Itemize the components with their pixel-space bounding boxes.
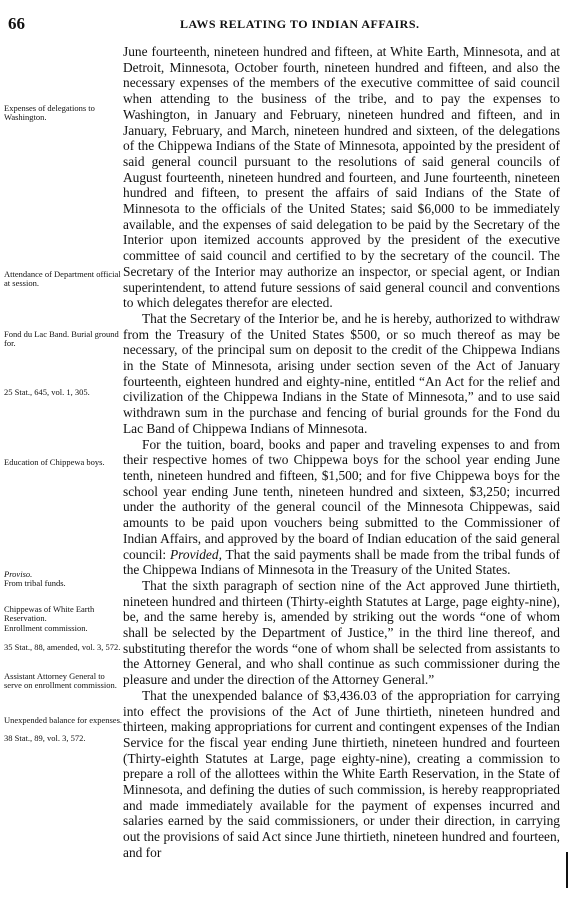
margin-note-white-earth: Chippewas of White Earth Reservation. — [4, 604, 95, 624]
margin-rule — [566, 852, 568, 888]
page-number: 66 — [8, 14, 25, 33]
paragraph-amendment: That the sixth paragraph of section nine of the Act approved June thirtieth, nineteen hundred and thirteen (Thirty-eighth Statutes at Large, page eighty-nine), be, and the same hereby is, amended by striking out the words “one of whom shall be selected by the Department of Justice,” in the third line thereof, and substituting therefor the words “one of whom shall be selected from assistants to the Attorney General, and who shall continue as such commissioner during the pleasure and under the direction of the Attorney General.” — [123, 577, 560, 688]
body-text — [123, 44, 560, 884]
paragraph-education — [123, 437, 560, 578]
margin-note-proviso: Proviso. — [4, 569, 33, 579]
margin-note-expenses-delegations: Expenses of delegations to Washington. — [4, 103, 95, 123]
margin-note-fond-du-lac: Fond du Lac Band. Burial ground for. — [4, 329, 119, 349]
education-text: For the tuition, board, books and paper and traveling expenses to and from their respective homes of two Chippewa boys for the school year ending June tenth, nineteen hundred and fifteen, $1,500; and for five Chippewa boys for the school year ending June tenth, nineteen hundred and sixteen, $3,250; incurred under the authority of the general council of the Minnesota Chippewas, said amounts to be paid upon vouchers being submitted to the Commissioner of Indian Affairs, and approved by the board of Indian education of the said general council: — [123, 436, 560, 562]
paragraph-fond-du-lac: That the Secretary of the Interior be, and he is hereby, authorized to withdraw from the Treasury of the United States $500, or so much thereof as may be necessary, of the principal sum on deposit to the credit of the Chippewa Indians in the State of Minnesota, arising under section seven of the Act of January fourteenth, eighteen hundred and eighty-nine, entitled “An Act for the relief and civilization of the Chippewa Indians in the State of Minnesota,” and to use said withdrawn sum in the purchase and fencing of burial grounds for the Fond du Lac Band of Chippewa Indians of Minnesota. — [123, 310, 560, 436]
margin-note-enrollment: Enrollment commission. — [4, 623, 88, 633]
margin-note-tribal-funds: From tribal funds. — [4, 578, 66, 588]
proviso-text: That the said payments shall be made from the tribal funds of the Chippewa Indians of Minnesota in the Treasury of the United States. — [123, 546, 560, 578]
margin-note-attendance: Attendance of Department official at session. — [4, 269, 121, 289]
margin-note-education: Education of Chippewa boys. — [4, 457, 105, 467]
margin-note-unexpended: Unexpended balance for expenses. — [4, 715, 123, 725]
paragraph-delegation-expenses: June fourteenth, nineteen hundred and fifteen, at White Earth, Minnesota, and at Detroit, Minnesota, October fourth, nineteen hundred and fifteen, and also the necessary expenses of the members of the executive committee of said council when attending to the business of the tribe, and to pay the expenses to Washington, in January and February, nineteen hundred and fifteen, and in January, February, and March, nineteen hundred and sixteen, of the delegations of the Chippewa Indians of the State of Minnesota, appointed by the president of said general council pursuant to the resolutions of said general councils of August fourteenth, nineteen hundred and fourteen, and June fourteenth, nineteen hundred and fifteen, to present the affairs of said Indians of the State of Minnesota to the officials of the United States; said $6,000 to be immediately available, and the expenses of said delegation to be paid by the Secretary of the Interior upon itemized accounts approved by the president of the executive committee of said council and certified to by the secretary of the council. The Secretary of the Interior may authorize an inspector, or special agent, or Indian superintendent, to attend future sessions of said general council and conventions to which delegates therefor are elected. — [123, 44, 560, 311]
running-head: LAWS RELATING TO INDIAN AFFAIRS. — [180, 17, 420, 31]
margin-note-citation-25: 25 Stat., 645, vol. 1, 305. — [4, 387, 90, 397]
proviso-word: Provided, — [169, 546, 222, 562]
paragraph-unexpended-balance: That the unexpended balance of $3,436.03 of the appropriation for carrying into effect the provisions of the Act of June thirtieth, nineteen hundred and thirteen, making appropriations for current and contingent expenses of the Indian Service for the fiscal year ending June thirtieth, nineteen hundred and fourteen (Thirty-eighth Statutes at Large, page eighty-nine), creating a commission to prepare a roll of the allottees within the White Earth Reservation, in the State of Minnesota, and defining the duties of such commission, is hereby reappropriated and made immediately available for the payment of expenses incurred and salaries earned by the said commissioners, or under their direction, in carrying out the provisions of said Act since June thirtieth, nineteen hundred and fourteen, and for — [123, 687, 560, 860]
page-header — [0, 14, 570, 34]
margin-note-citation-38: 38 Stat., 89, vol. 3, 572. — [4, 733, 86, 743]
margin-note-citation-35: 35 Stat., 88, amended, vol. 3, 572. — [4, 642, 121, 652]
margin-note-assistant-ag: Assistant Attorney General to serve on enrollment commission. — [4, 671, 117, 691]
